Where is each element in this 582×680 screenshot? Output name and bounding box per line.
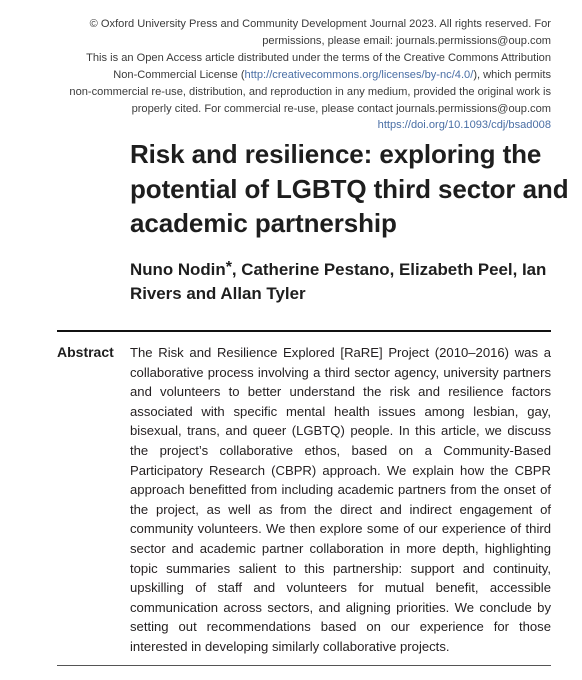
open-access-line: This is an Open Access article distributed under the terms of the Creative Commons Attribution <box>86 51 551 64</box>
copyright-notice <box>40 16 551 134</box>
author-first: Nuno Nodin <box>130 260 226 279</box>
doi-link[interactable]: https://doi.org/10.1093/cdj/bsad008 <box>377 119 551 132</box>
license-line <box>40 67 551 84</box>
author-rest: , Catherine Pestano, Elizabeth Peel, Ian Rivers and Allan Tyler <box>130 260 547 303</box>
license-text-after: ), which permits <box>473 68 551 81</box>
author-list <box>130 258 570 306</box>
license-text-before: Non-Commercial License ( <box>113 68 245 81</box>
copyright-line: © Oxford University Press and Community Development Journal 2023. All rights reserved. For <box>89 18 551 30</box>
reuse-line: non-commercial re-use, distribution, and reproduction in any medium, provided the original work is <box>69 85 551 98</box>
corresponding-author-mark: * <box>225 259 232 276</box>
license-link[interactable]: http://creativecommons.org/licenses/by-nc/4.0/ <box>244 68 474 81</box>
abstract-top-rule <box>57 330 551 332</box>
citation-line: properly cited. For commercial re-use, please contact journals.permissions@oup.com <box>131 102 551 115</box>
abstract-text: The Risk and Resilience Explored [RaRE] Project (2010–2016) was a collaborative process involving a third sector agency, university partners and volunteers to better understand the risk and resilience factors associated with specific mental health issues among lesbian, gay, bisexual, trans, and queer (LGBTQ) people. In this article, we discuss the project’s collaborative ethos, based on a Community-Based Participatory Research (CBPR) approach. We explain how the CBPR approach benefitted from including academic partners from the onset of the project, as well as from the direct and indirect engagement of community volunteers. We then explore some of our experience of third sector and academic partner collaboration in more depth, highlighting topic summaries salient to this partnership: support and continuity, upskilling of staff and volunteers for mutual benefit, accessible communication across sectors, and aligning priorities. We conclude by setting out recommendations based on our experience for those interested in developing similarly collaborative projects. <box>130 345 551 654</box>
abstract-bottom-rule <box>57 665 551 666</box>
abstract-heading: Abstract <box>57 344 114 360</box>
permissions-line: permissions, please email: journals.permissions@oup.com <box>262 34 551 47</box>
article-title: Risk and resilience: exploring the potential of LGBTQ third sector and academic partnership <box>130 139 569 238</box>
